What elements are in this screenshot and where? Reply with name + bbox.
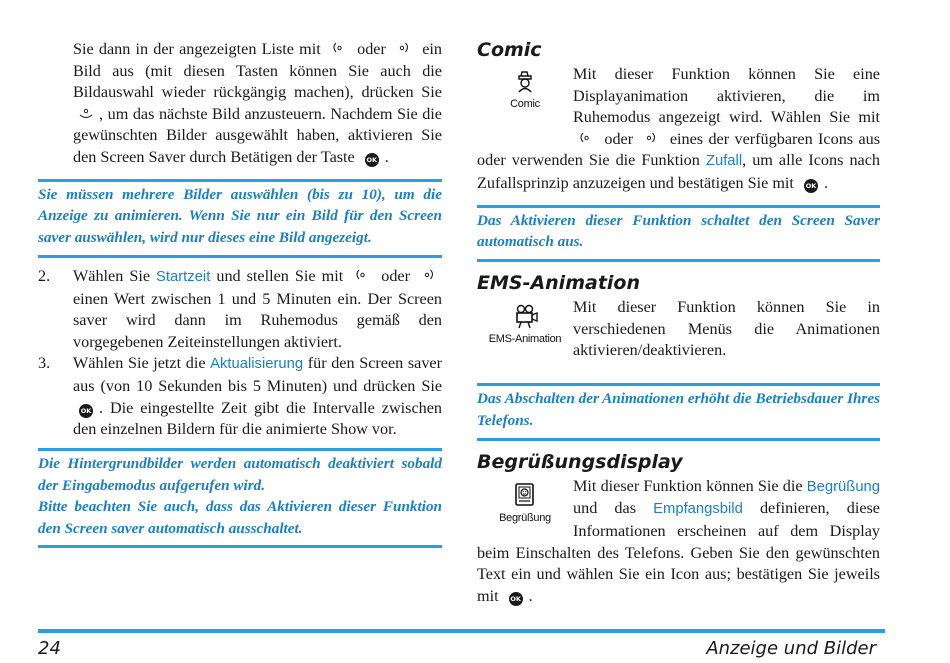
greeting-icon-caption: Begrüßung	[499, 511, 551, 524]
comic-text-2: oder	[604, 129, 634, 148]
step-3	[38, 353, 442, 440]
divider	[38, 179, 442, 182]
intro-text-3: ein Bild aus (mit diesen Tasten können Sie auch die Bildauswahl wieder rückgängig machen), drücken Sie	[73, 40, 443, 102]
intro-text-1: Sie dann in der angezeigten Liste mit	[73, 40, 321, 58]
section-title: Anzeige und Bilder	[706, 638, 876, 659]
greeting-text-2: und das	[573, 499, 636, 518]
comic-text-3: eines der verfügbaren Icons aus oder verwenden Sie die Funktion	[477, 129, 881, 170]
divider	[477, 383, 880, 386]
divider	[477, 438, 880, 441]
intro-text-2: oder	[357, 40, 386, 58]
menu-begruessung: Begrüßung	[806, 478, 881, 495]
menu-startzeit: Startzeit	[156, 268, 211, 285]
note-multiple-images: Sie müssen mehrere Bilder auswählen (bis zu 10), um die Anzeige zu animieren. Wenn Sie nur ein Bild für den Screen saver auswählen, wird nur dieses eine Bild angezeigt.	[38, 185, 442, 247]
greeting-text-1: Mit dieser Funktion können Sie die	[573, 476, 803, 495]
note-ems: Das Abschalten der Animationen erhöht die Betriebsdauer Ihres Telefons.	[477, 390, 880, 429]
ok-key-icon: OK	[79, 404, 93, 418]
nav-right-key-icon	[394, 41, 414, 55]
note-comic: Das Aktivieren dieser Funktion schaltet den Screen Saver automatisch aus.	[477, 211, 880, 251]
greeting-icon-box	[477, 476, 573, 540]
ok-key-icon: OK	[509, 592, 523, 606]
step-2-text-4: einen Wert zwischen 1 und 5 Minuten ein. Der Screen saver wird dann im Ruhemodus gemäß den vorgegebenen Zeiteinstellungen aktiviert.	[73, 289, 442, 351]
greeting-icon	[514, 482, 536, 508]
greeting-text-4: .	[528, 586, 533, 605]
nav-right-key-icon	[419, 268, 439, 282]
comic-icon-caption: Comic	[510, 98, 540, 110]
comic-text-1: Mit dieser Funktion können Sie eine Displayanimation aktivieren, die im Ruhemodus angezeigt wird. Wählen Sie mit	[573, 65, 880, 127]
footer-rule	[38, 629, 885, 633]
step-3-text-2: für den Screen saver aus (von 10 Sekunden bis 5 Minuten) und drücken Sie	[73, 354, 443, 395]
menu-aktualisierung: Aktualisierung	[210, 356, 304, 373]
comic-text-5: .	[823, 173, 829, 192]
section-heading-comic: Comic	[477, 39, 542, 61]
intro-text-5: .	[384, 147, 389, 166]
ok-key-icon: OK	[804, 179, 818, 193]
intro-text-4: , um das nächste Bild anzusteuern. Nachdem Sie die gewünschten Bilder ausgewählt haben, aktivieren Sie den Screen Saver durch Betätigen der Taste	[73, 104, 442, 166]
page-number: 24	[38, 638, 61, 659]
divider	[38, 448, 442, 451]
ems-icon-box	[477, 297, 573, 383]
greeting-section	[477, 476, 880, 608]
menu-empfangsbild: Empfangsbild	[653, 501, 743, 518]
step-2-text-2: und stellen Sie mit	[216, 266, 344, 285]
nav-right-key-icon	[641, 131, 661, 145]
menu-zufall: Zufall	[705, 153, 743, 170]
ems-animation-icon	[513, 303, 539, 329]
nav-left-key-icon	[352, 268, 372, 282]
nav-left-key-icon	[329, 41, 349, 55]
ok-key-icon: OK	[365, 153, 379, 167]
step-3-text-3: . Die eingestellte Zeit gibt die Intervalle zwischen den einzelnen Bildern für die animierte Show vor.	[73, 398, 442, 439]
comic-icon-box	[477, 64, 573, 134]
step-number: 3.	[38, 354, 51, 373]
step-2-text-3: oder	[381, 266, 410, 285]
intro-paragraph	[38, 39, 442, 169]
divider	[477, 259, 880, 262]
ems-section	[477, 297, 880, 383]
note-wallpaper-deactivation: Die Hintergrundbilder werden automatisch deaktiviert sobald der Eingabemodus aufgerufen wird.	[38, 454, 442, 494]
divider	[38, 255, 442, 258]
divider	[477, 205, 880, 208]
section-heading-begruessungsdisplay: Begrüßungsdisplay	[477, 450, 683, 473]
comic-text-4: , um alle Icons nach Zufallsprinzip anzuzeigen und bestätigen Sie mit	[477, 151, 880, 192]
step-2	[38, 266, 442, 353]
greeting-text-3: definieren, diese Informationen erscheinen auf dem Display beim Einschalten des Telefons. Geben Sie den gewünschten Text ein und wählen Sie ein Icon aus; bestätigen Sie jeweils mit	[477, 499, 880, 605]
ems-paragraph: Mit dieser Funktion können Sie in verschiedenen Menüs die Animationen aktivieren/deaktivieren.	[573, 298, 880, 360]
divider	[38, 545, 442, 548]
note-screensaver-off: Bitte beachten Sie auch, dass das Aktivieren dieser Funktion den Screen saver automatisch ausschaltet.	[38, 498, 442, 538]
right-column	[477, 0, 880, 607]
left-column	[38, 0, 442, 548]
step-3-text-1: Wählen Sie jetzt die	[73, 354, 206, 373]
step-number: 2.	[38, 266, 51, 285]
ems-icon-caption: EMS-Animation	[488, 333, 562, 346]
nav-left-key-icon	[576, 131, 596, 145]
step-2-text-1: Wählen Sie	[73, 266, 151, 285]
comic-section	[477, 64, 880, 195]
comic-icon	[513, 70, 537, 94]
nav-down-key-icon	[76, 106, 96, 120]
section-heading-ems-animation: EMS-Animation	[477, 272, 640, 295]
